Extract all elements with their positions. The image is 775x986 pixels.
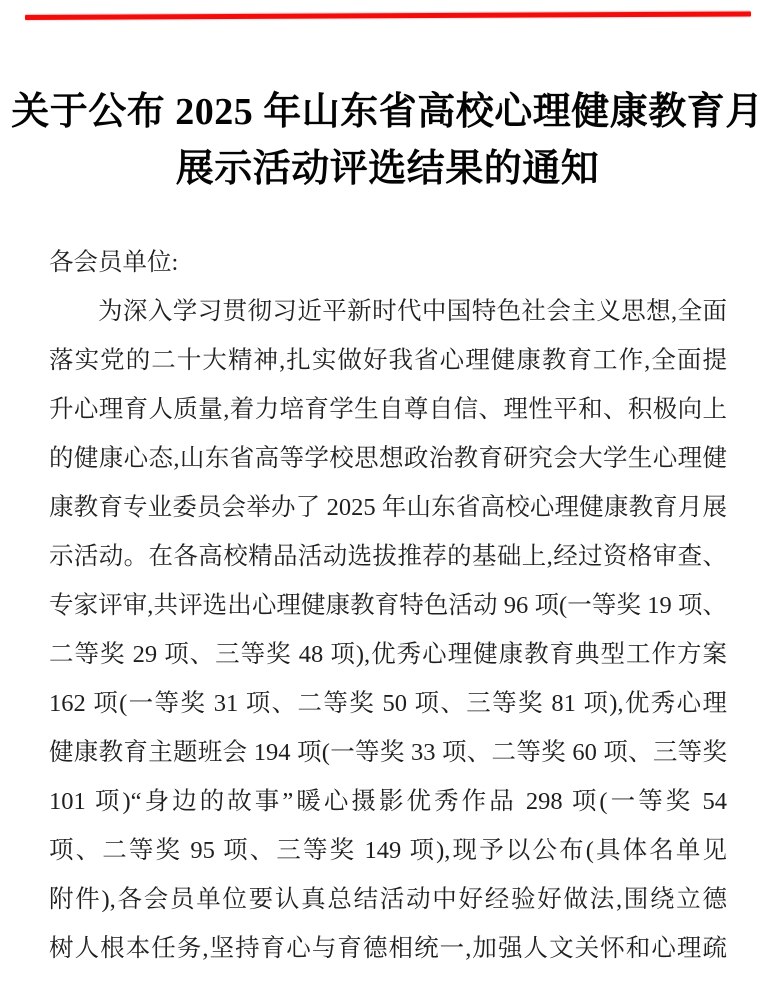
document-title-line-2: 展示活动评选结果的通知	[175, 148, 600, 190]
document-title	[0, 84, 775, 198]
body-text-line: 101 项)“身边的故事”暖心摄影优秀作品 298 项(一等奖 54	[49, 788, 727, 815]
body-text-line: 附件),各会员单位要认真总结活动中好经验好做法,围绕立德	[49, 886, 727, 913]
salutation: 各会员单位:	[49, 249, 179, 276]
body-text-line: 二等奖 29 项、三等奖 48 项),优秀心理健康教育典型工作方案	[49, 641, 727, 668]
body-text-line: 162 项(一等奖 31 项、二等奖 50 项、三等奖 81 项),优秀心理	[49, 690, 727, 717]
body-text-line: 树人根本任务,坚持育心与育德相统一,加强人文关怀和心理疏	[49, 935, 727, 962]
document-title-line-1: 关于公布 2025 年山东省高校心理健康教育月	[11, 91, 764, 133]
body-text-line: 健康教育主题班会 194 项(一等奖 33 项、二等奖 60 项、三等奖	[49, 739, 727, 766]
body-text-line: 项、二等奖 95 项、三等奖 149 项),现予以公布(具体名单见	[49, 837, 727, 864]
body-text-line: 专家评审,共评选出心理健康教育特色活动 96 项(一等奖 19 项、	[49, 592, 727, 619]
body-text-line: 示活动。在各高校精品活动选拔推荐的基础上,经过资格审查、	[49, 543, 727, 570]
body-paragraph	[49, 287, 727, 973]
body-text-line: 升心理育人质量,着力培育学生自尊自信、理性平和、积极向上	[49, 396, 727, 423]
body-text-line: 落实党的二十大精神,扎实做好我省心理健康教育工作,全面提	[49, 347, 727, 374]
document-body	[49, 238, 727, 973]
red-header-rule	[25, 11, 751, 20]
body-text-line: 康教育专业委员会举办了 2025 年山东省高校心理健康教育月展	[49, 494, 727, 521]
body-text-line: 为深入学习贯彻习近平新时代中国特色社会主义思想,全面	[98, 298, 727, 325]
body-text-line: 的健康心态,山东省高等学校思想政治教育研究会大学生心理健	[49, 445, 727, 472]
